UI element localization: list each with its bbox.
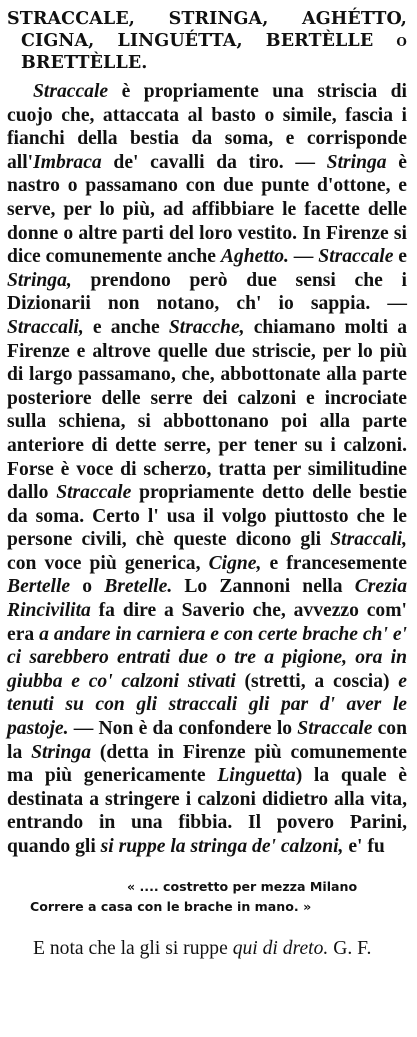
term-stracche: Stracche, bbox=[168, 316, 245, 338]
citation-parini: si ruppe la stringa de' calzoni, bbox=[100, 836, 344, 857]
term-linguetta: Linguetta bbox=[217, 765, 296, 787]
work-title: Crezia Rincivilita bbox=[7, 576, 407, 622]
term-bertelle: Bertelle bbox=[7, 576, 71, 598]
term-aghetto: Aghetto. bbox=[220, 246, 289, 268]
term-cigne: Cigne, bbox=[208, 552, 262, 574]
entry-body bbox=[7, 80, 407, 859]
body-text: è nastro o passamano con due punte d'ottone, e serve, per lo più, ad affibbiare le facette delle donne o altre parti del loro vestito. In Firenze si dice comunemente anche bbox=[7, 151, 407, 268]
term-straccali: Straccali, bbox=[330, 529, 407, 551]
entry-heading bbox=[7, 8, 407, 74]
term-bretelle: Bretelle. bbox=[104, 576, 173, 598]
body-text: chiamano molti a Firenze e altrove quelle due striscie, per lo più di largo passamano, che, abbottonate alla parte posteriore delle serre dei calzoni e incrociate sulla schiena, si abbottonano poi alla parte anteriore di dette serre, per tener su i calzoni. Forse è voce di scherzo, tratta per similitudine dallo bbox=[7, 316, 407, 504]
body-text: fa dire a Saverio che, avvezzo com' era bbox=[7, 600, 407, 645]
body-text: prendono però due sensi che i Dizionarii non notano, ch' io sappia. — bbox=[7, 269, 407, 315]
body-text: e francesemente bbox=[261, 552, 407, 574]
verse-line: Correre a casa con le brache in mano. » bbox=[30, 898, 312, 914]
verse-quote bbox=[7, 877, 407, 917]
body-text: Lo Zannoni nella bbox=[172, 576, 355, 598]
term-imbraca: Imbraca bbox=[33, 151, 102, 173]
body-text: e bbox=[393, 246, 407, 268]
body-text: de' cavalli da tiro. — bbox=[101, 151, 327, 173]
term-straccale: Straccale bbox=[297, 718, 373, 740]
body-text: e anche bbox=[83, 316, 169, 338]
closing-note bbox=[7, 937, 407, 961]
verse-line: « .... costretto per mezza Milano bbox=[127, 878, 358, 894]
citation-zannoni: a andare in carniera e con certe brache ch' e' ci sarebbero entrati due o tre a pigione, ora in giubba e co' calzoni stivati bbox=[7, 623, 407, 692]
term-straccale: Straccale bbox=[318, 246, 394, 268]
body-text: con la bbox=[7, 718, 407, 763]
term-straccale: Straccale bbox=[33, 81, 109, 102]
term-stringa: Stringa bbox=[326, 151, 387, 173]
closing-italic: qui di dreto. bbox=[232, 937, 329, 959]
author-signature: G. F. bbox=[328, 937, 372, 959]
body-text: o bbox=[70, 576, 105, 598]
body-text: (stretti, a coscia) bbox=[235, 670, 399, 692]
body-text: con voce più generica, bbox=[7, 552, 209, 574]
term-stringa: Stringa bbox=[31, 741, 91, 763]
term-stringa: Stringa, bbox=[7, 269, 72, 291]
term-straccale: Straccale bbox=[56, 482, 132, 504]
body-text: ) la quale è destinata a stringere i calzoni didietro alla vita, entrando in una fibbia. Il povero Parini, quando gli bbox=[7, 765, 407, 857]
body-text: e' fu bbox=[343, 836, 385, 857]
body-text: (detta in Firenze più comunemente ma più genericamente bbox=[7, 741, 407, 787]
entry-heading-text: STRACCALE, STRINGA, AGHÉTTO, CIGNA, LINGUÉTTA, BERTÈLLE o BRETTÈLLE. bbox=[7, 9, 407, 73]
body-text: — Non è da confondere lo bbox=[68, 718, 298, 740]
body-text: è propriamente una striscia di cuojo che, attaccata al basto o simile, fascia i fianchi della bestia da soma, e corrisponde all' bbox=[7, 81, 407, 173]
body-text: — bbox=[288, 246, 319, 268]
term-straccali: Straccali, bbox=[7, 316, 84, 338]
closing-text: E nota che la gli si ruppe bbox=[33, 937, 233, 959]
citation-zannoni: e tenuti su con gli straccali gli par d' aver le pastoje. bbox=[7, 670, 407, 740]
body-text: propriamente detto delle bestie da soma. Certo l' usa il volgo piuttosto che le persone civili, chè queste dicono gli bbox=[7, 482, 407, 551]
